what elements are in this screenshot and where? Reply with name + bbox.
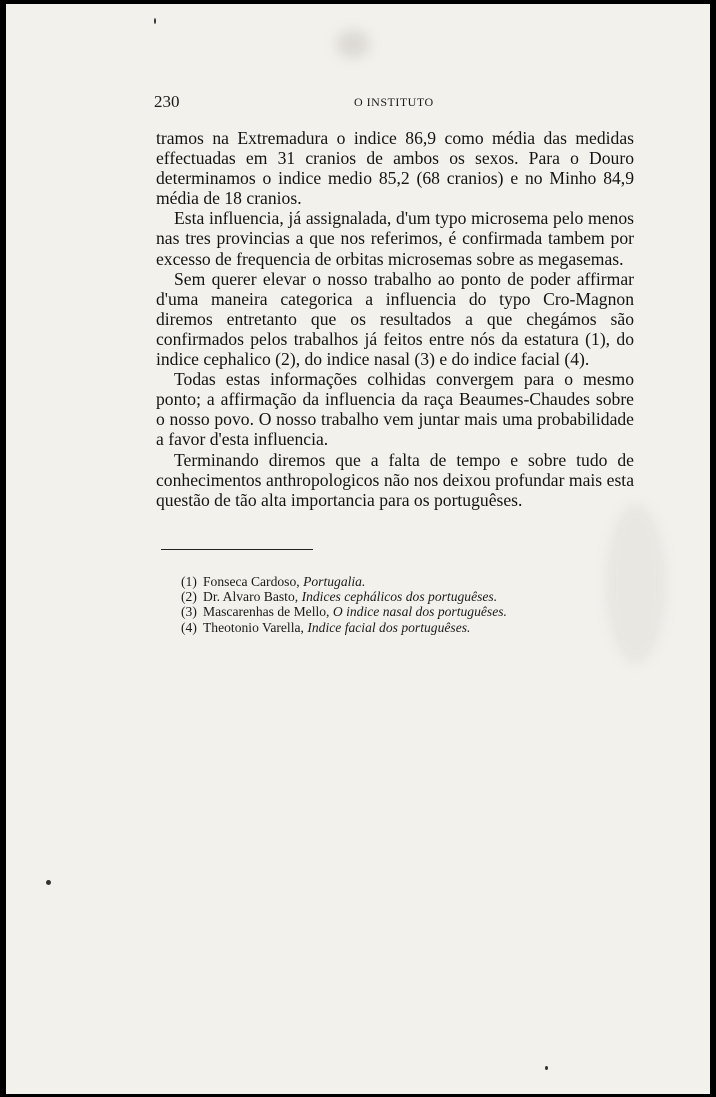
paragraph: Terminando diremos que a falta de tempo e sobre tudo de conhecimentos anthropologicos não nos deixou profundar mais esta questão de tão alta importancia para os portuguêses. [156, 449, 634, 510]
footnote [181, 589, 601, 604]
page-stain [336, 30, 370, 58]
footnote-author: Theotonio Varella, [203, 619, 308, 635]
footnote-title: Indices cephálicos dos portuguêses. [301, 589, 498, 605]
footnote-author: Dr. Alvaro Basto, [203, 589, 302, 605]
footnote [181, 574, 601, 589]
footnote-separator [161, 549, 313, 550]
main-text [156, 128, 634, 510]
footnote-number: (3) [181, 604, 197, 620]
ink-speck [154, 18, 156, 24]
footnote-title: O indice nasal dos portuguêses. [332, 604, 507, 620]
page-bleedthrough [606, 504, 666, 664]
book-page [6, 4, 710, 1094]
footnote-author: Mascarenhas de Mello, [203, 604, 333, 620]
footnotes [181, 574, 601, 635]
footnote-title: Portugalia. [303, 574, 366, 589]
paragraph: Todas estas informações colhidas convergem para o mesmo ponto; a affirmação da influencia da raça Beaumes-Chaudes sobre o nosso povo. O nosso trabalho vem juntar mais uma probabilidade a favor d'esta influencia. [156, 369, 634, 450]
paragraph: Sem querer elevar o nosso trabalho ao ponto de poder affirmar d'uma maneira categorica a influencia do typo Cro-Magnon diremos entretanto que os resultados a que chegámos são confirmados pelos trabalhos já feitos entre nós da estatura (1), do indice cephalico (2), do indice nasal (3) e do indice facial (4). [156, 268, 634, 370]
footnote-number: (2) [181, 589, 197, 605]
ink-speck [46, 880, 51, 885]
paragraph: tramos na Extremadura o indice 86,9 como média das medidas effectuadas em 31 cranios de ambos os sexos. Para o Douro determinamos o indice medio 85,2 (68 cranios) e no Minho 84,9 média de 18 cranios. [156, 128, 634, 209]
footnote [181, 620, 601, 635]
running-head: O INSTITUTO [354, 95, 434, 109]
footnote-title: Indice facial dos portuguêses. [307, 619, 471, 635]
ink-speck [545, 1066, 548, 1070]
footnote-number: (1) [181, 574, 197, 589]
footnote [181, 604, 601, 619]
paragraph: Esta influencia, já assignalada, d'um typo microsema pelo menos nas tres provincias a que nos referimos, é confirmada tambem por excesso de frequencia de orbitas microsemas sobre as megasemas. [156, 208, 634, 269]
footnote-number: (4) [181, 619, 197, 635]
footnote-author: Fonseca Cardoso, [203, 574, 304, 589]
page-number: 230 [154, 92, 180, 111]
